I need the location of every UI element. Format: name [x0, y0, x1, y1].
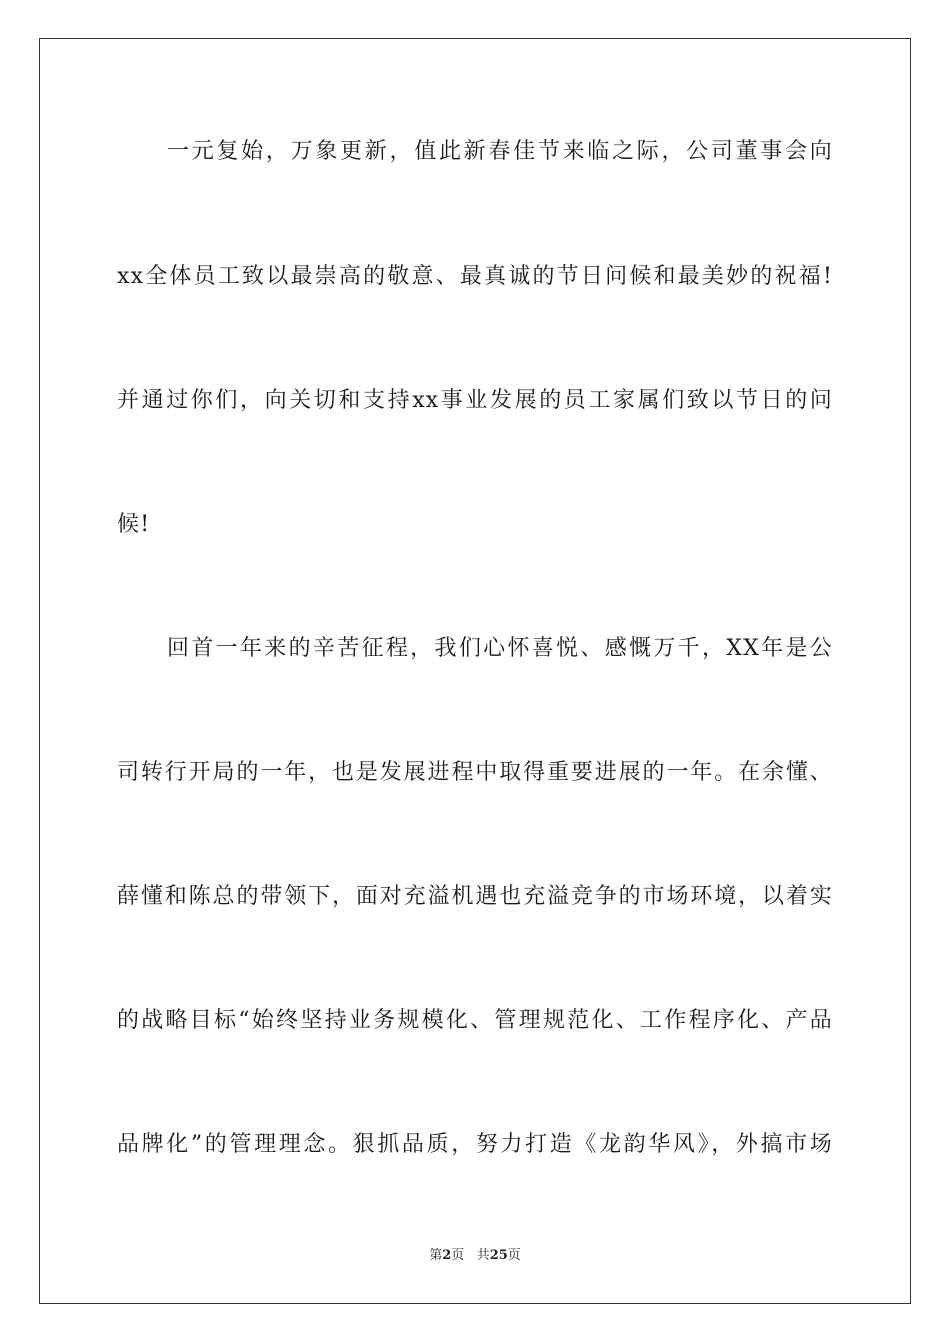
footer-total-prefix: 共 [476, 1248, 490, 1263]
footer-total-suffix: 页 [507, 1248, 521, 1263]
footer-page-suffix: 页 [451, 1248, 465, 1263]
footer-prefix: 第 [429, 1248, 443, 1263]
text-line-2: xx全体员工致以最崇高的敬意、最真诚的节日问候和最美妙的祝福! [117, 264, 833, 289]
text-line-7: 薛懂和陈总的带领下，面对充溢机遇也充溢竞争的市场环境，以着实 [117, 884, 833, 909]
text-line-9: 品牌化”的管理理念。狠抓品质，努力打造《龙韵华风》，外搞市场 [117, 1132, 833, 1157]
text-line-1: 一元复始，万象更新，值此新春佳节来临之际，公司董事会向 [167, 139, 833, 164]
current-page-number: 2 [442, 1248, 452, 1263]
page-border [39, 38, 911, 1304]
text-line-4: 候! [117, 512, 151, 537]
text-line-8: 的战略目标“始终坚持业务规模化、管理规范化、工作程序化、产品 [117, 1008, 833, 1033]
page-footer [0, 1247, 950, 1265]
total-pages-number: 25 [489, 1248, 508, 1263]
text-line-6: 司转行开局的一年，也是发展进程中取得重要进展的一年。在余懂、 [117, 760, 833, 785]
text-line-3: 并通过你们，向关切和支持xx事业发展的员工家属们致以节日的问 [117, 388, 833, 413]
text-line-5: 回首一年来的辛苦征程，我们心怀喜悦、感慨万千，XX年是公 [167, 636, 833, 661]
